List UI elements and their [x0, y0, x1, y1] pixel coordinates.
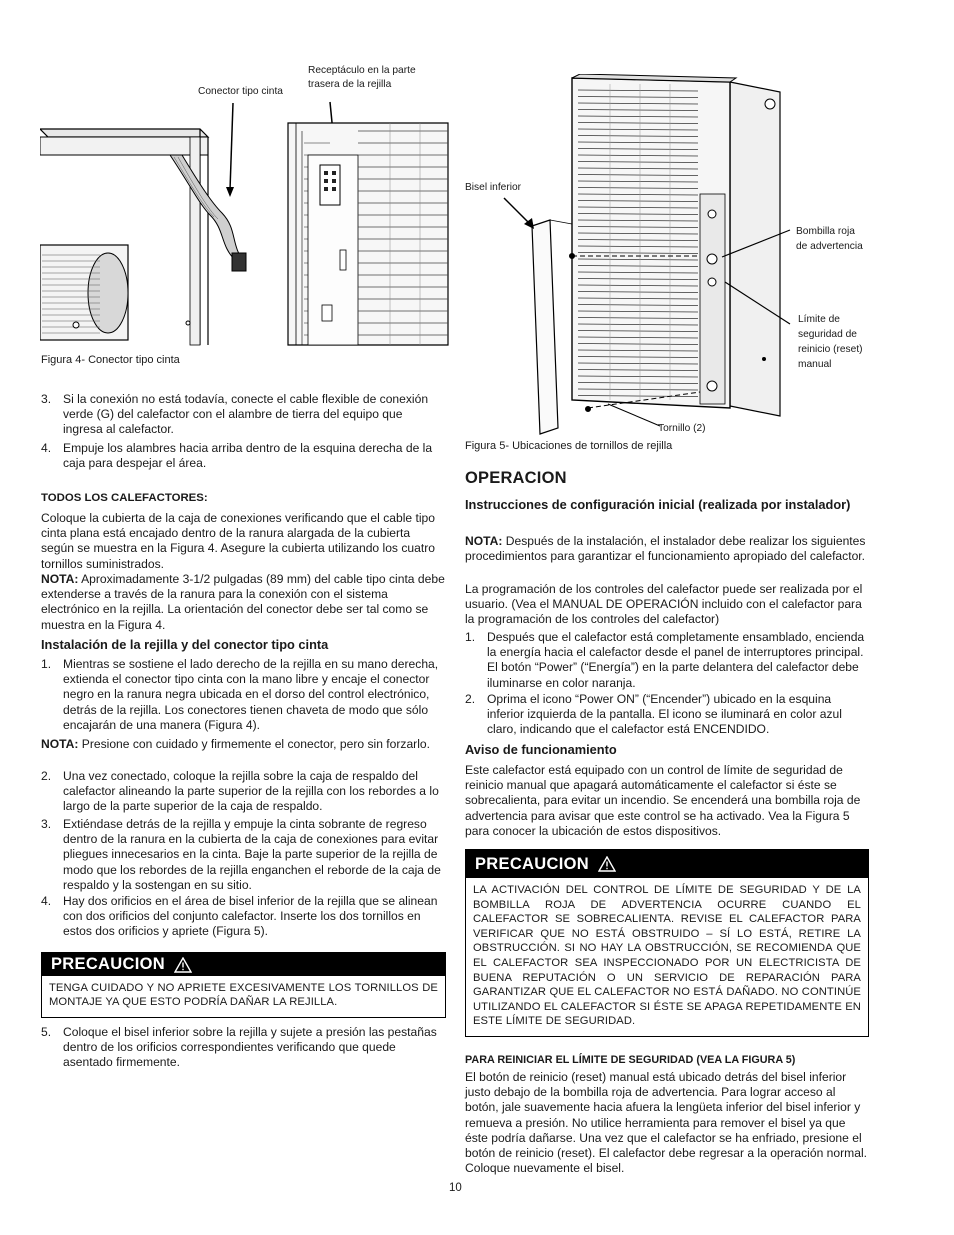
- figure5-callout-lamp-line2: de advertencia: [796, 241, 863, 252]
- figure4-caption: Figura 4- Conector tipo cinta: [41, 354, 180, 366]
- setup-heading: Instrucciones de configuración inicial (realizada por instalador): [465, 497, 851, 512]
- warning-triangle-icon: [174, 957, 192, 973]
- all-heaters-heading: TODOS LOS CALEFACTORES:: [41, 492, 208, 504]
- install-step-4-text: Hay dos orificios en el área de bisel inferior de la rejilla que se alinean con dos orificios del conjunto calefactor. Inserte los dos tornillos en estos dos orificios y apriete (Figura 5).: [63, 894, 438, 939]
- step-4-text: Empuje los alambres hacia arriba dentro de la esquina derecha de la caja para despejar el área.: [63, 441, 433, 471]
- caution-box-limit-text: LA ACTIVACIÓN DEL CONTROL DE LÍMITE DE SEGURIDAD Y DE LA BOMBILLA ROJA DE ADVERTENCIA OCURRE CUANDO EL CALEFACTOR SE SOBRECALIENTA. REVISE EL CALEFACTOR PARA VERIFICAR QUE NO ESTÁ OBSTRUIDO – SÍ LO ESTÁ, RETIRE LA OBSTRUCCIÓN. SI NO HAY LA OBSTRUCCIÓN, SE RECOMIENDA QUE EL CALEFACTOR SEA INSPECCIONADO POR UN ELECTRICISTA DE BUENA REPUTACIÓN O UN SERVICIO DE REPARACIÓN PARA GARANTIZAR QUE EL CALEFACTOR NO ESTÁ DAÑADO. NO CONTINÚE UTILIZANDO EL CALEFACTOR SI ÉSTE SE APAGA REPETIDAMENTE EN ESTE LÍMITE DE SEGURIDAD.: [473, 884, 861, 1028]
- step-5-num: 5.: [41, 1025, 52, 1039]
- install-step-3: [41, 817, 445, 893]
- setup-step-2-num: 2.: [465, 692, 476, 706]
- setup-step-2-text: Oprima el icono “Power ON” (“Encender”) ubicado en la esquina inferior izquierda de la pantalla. El icono se iluminará en color azul claro, indicando que el calefactor está ENCENDIDO.: [487, 692, 842, 737]
- note-3-text: Después de la instalación, el instalador debe realizar los siguientes procedimientos para garantizar el funcionamiento apropiado del calefactor.: [465, 534, 866, 564]
- install-step-3-text: Extiéndase detrás de la rejilla y empuje la cinta sobrante de regreso dentro de la ranura en la cubierta de la caja de conexiones para evitar pliegues innecesarios en la cinta. Baje la parte superior de la rejilla de modo que los rebordes de la rejilla enganchen el reborde de la caja de respaldo y la sostengan en su sitio.: [63, 817, 441, 892]
- figure5-callout-screws: Tornillo (2): [658, 423, 706, 434]
- operation-heading: OPERACION: [465, 469, 567, 487]
- caution-box-limit: [465, 849, 869, 1037]
- note-1-label: NOTA:: [41, 572, 79, 586]
- setup-step-1-text: Después que el calefactor está completamente ensamblado, encienda la energía hacia el calefactor desde el panel de interruptores principal. El botón “Power” (“Energía”) en la parte delantera del calefactor debe iluminarse en color naranja.: [487, 630, 865, 690]
- step-3-text: Si la conexión no está todavía, conecte el cable flexible de conexión verde (G) del calefactor con el alambre de tierra del equipo que ingresa al calefactor.: [63, 392, 429, 437]
- figure5-callout-limit-line4: manual: [798, 359, 832, 370]
- install-step-2: [41, 769, 445, 815]
- notice-heading: Aviso de funcionamiento: [465, 742, 617, 757]
- reset-heading: PARA REINICIAR EL LÍMITE DE SEGURIDAD (VEA LA FIGURA 5): [465, 1054, 796, 1066]
- warning-triangle-icon: [598, 856, 616, 872]
- install-step-1-text: Mientras se sostiene el lado derecho de la rejilla en su mano derecha, extienda el conector tipo cinta con la mano libre y encaje el conector negro en la ranura negra ubicada en el dorso del control electrónico, detrás de la rejilla. Los conectores tienen chaveta de modo que sólo encajarán de una manera (Figura 4).: [63, 657, 439, 732]
- figure5-callout-limit: [798, 312, 863, 372]
- step-4-wires: [41, 441, 445, 471]
- figure5-illustration: [500, 74, 800, 440]
- install-heading: Instalación de la rejilla y del conector tipo cinta: [41, 637, 329, 652]
- note-1-text: Aproximadamente 3-1/2 pulgadas (89 mm) del cable tipo cinta debe extenderse a través de la ranura para la conexión con el sistema electrónico en la rejilla. La orientación del conector debe ser tal como se muestra en la Figura 4.: [41, 572, 445, 632]
- figure5-callout-limit-line1: Límite de: [798, 314, 840, 325]
- programming-paragraph: La programación de los controles del calefactor puede ser realizada por el usuario. (Vea el MANUAL DE OPERACIÓN incluido con el calefactor para la programación de los controles del calefactor): [465, 582, 863, 627]
- note-2-label: NOTA:: [41, 737, 79, 751]
- install-step-4: [41, 894, 445, 940]
- caution-box-limit-title: PRECAUCION: [475, 854, 589, 873]
- figure4-callout-receptacle-line2: trasera de la rejilla: [308, 79, 392, 90]
- setup-step-1: [465, 630, 869, 691]
- figure4-callout-receptacle: [308, 64, 416, 92]
- step-3-num: 3.: [41, 392, 52, 406]
- figure5-callout-lamp: [796, 224, 863, 254]
- caution-box-limit-header: [466, 850, 868, 878]
- figure5-callout-limit-line2: seguridad de: [798, 329, 857, 340]
- install-step-3-num: 3.: [41, 817, 52, 831]
- step-5-text: Coloque el bisel inferior sobre la rejilla y sujete a presión las pestañas dentro de los orificios correspondientes verificando que quede asentado firmemente.: [63, 1025, 437, 1070]
- install-step-1: [41, 657, 445, 733]
- setup-step-2: [465, 692, 869, 738]
- note-2: [41, 737, 445, 752]
- all-heaters-paragraph: Coloque la cubierta de la caja de conexiones verificando que el cable tipo cinta plana está encajado dentro de la ranura alargada de la cubierta según se muestra en la Figura 4. Asegure la cubierta utilizando los cuatro tornillos suministrados.: [41, 511, 435, 571]
- figure4-callout-receptacle-line1: Receptáculo en la parte: [308, 65, 416, 76]
- page-number: 10: [449, 1182, 462, 1194]
- caution-box-screws: [41, 952, 446, 1018]
- caution-box-screws-title: PRECAUCION: [51, 955, 165, 973]
- step-3-ground: [41, 392, 445, 438]
- step-4-num: 4.: [41, 441, 52, 455]
- note-2-text: Presione con cuidado y firmemente el conector, pero sin forzarlo.: [78, 737, 430, 751]
- caution-box-screws-header: [42, 953, 445, 976]
- note-1: [41, 572, 445, 633]
- install-step-1-num: 1.: [41, 657, 52, 671]
- install-step-4-num: 4.: [41, 894, 52, 908]
- setup-step-1-num: 1.: [465, 630, 476, 644]
- caution-box-screws-text: TENGA CUIDADO Y NO APRIETE EXCESIVAMENTE LOS TORNILLOS DE MONTAJE YA QUE ESTO PODRÍA DAÑAR LA REJILLA.: [49, 982, 438, 1009]
- figure5-caption: Figura 5- Ubicaciones de tornillos de rejilla: [465, 440, 673, 452]
- figure4-illustration: [40, 95, 450, 350]
- figure5-callout-limit-line3: reinicio (reset): [798, 344, 863, 355]
- note-3: [465, 534, 869, 564]
- figure5-callout-bezel: Bisel inferior: [465, 182, 522, 193]
- step-5-bezel: [41, 1025, 445, 1071]
- note-3-label: NOTA:: [465, 534, 503, 548]
- figure5-callout-lamp-line1: Bombilla roja: [796, 226, 855, 237]
- figure4-callout-connector: Conector tipo cinta: [198, 86, 283, 97]
- install-step-2-text: Una vez conectado, coloque la rejilla sobre la caja de respaldo del calefactor alineando la parte superior de la rejilla con los rebordes a lo largo de la parte superior de la caja de respaldo.: [63, 769, 439, 814]
- reset-paragraph: El botón de reinicio (reset) manual está ubicado detrás del bisel inferior justo debajo de la bombilla roja de advertencia. Para lograr acceso al botón, jale suavemente hacia afuera la lengüeta inferior del bisel inferior y remueva a presión. No utilice herramienta para remover el bisel ya que éste podría dañarse. Una vez que el calefactor se ha enfriado, presione el botón de reinicio (reset). El calefactor debe regresar a la operación normal. Coloque nuevamente el bisel.: [465, 1070, 867, 1176]
- install-step-2-num: 2.: [41, 769, 52, 783]
- notice-paragraph: Este calefactor está equipado con un control de límite de seguridad de reinicio manual que apagará automáticamente el calefactor si éste se sobrecalienta, para evitar un incendio. Se encenderá una bombilla roja de advertencia para avisar que este control se ha activado. Vea la Figura 5 para conocer la ubicación de estos dispositivos.: [465, 763, 861, 838]
